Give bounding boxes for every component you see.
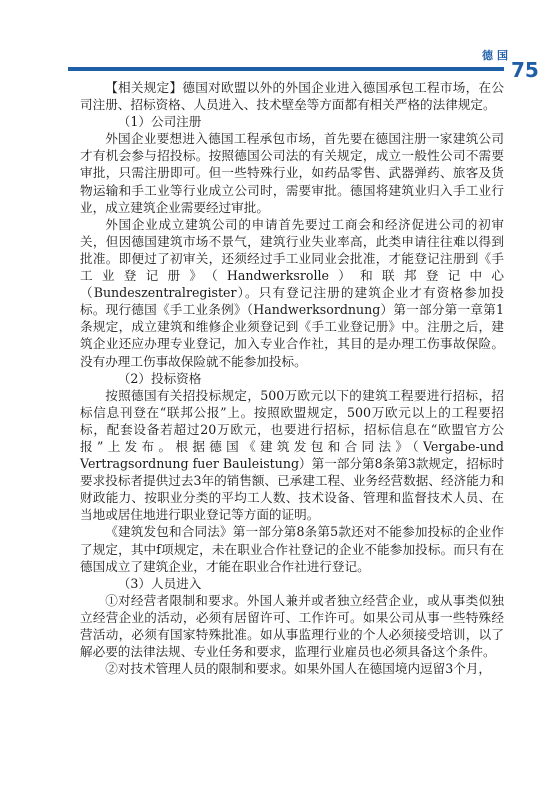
paragraph: 《建筑发包和合同法》第一部分第8条第5款还对不能参加投标的企业作了规定，其中f项规定，未在职业合作社登记的企业不能参加投标。而只有在德国成立了建筑企业，才能在职业合作社进行登记。 <box>80 524 504 574</box>
section-heading-personnel-entry: （3）人员进入 <box>117 575 202 591</box>
page-number: 75 <box>511 58 539 82</box>
body-text <box>80 79 504 677</box>
paragraph: ②对技术管理人员的限制和要求。如果外国人在德国境内逗留3个月， <box>105 661 492 677</box>
paragraph: 外国企业要想进入德国工程承包市场，首先要在德国注册一家建筑公司才有机会参与招投标。按照德国公司法的有关规定，成立一般性公司不需要审批，只需注册即可。但一些特殊行业，如药品零售、武器弹药、旅客及货物运输和手工业等行业成立公司时，需要审批。德国将建筑业归入手工业行业，成立建筑企业需要经过审批。 <box>80 131 504 215</box>
intro-paragraph: 【相关规定】德国对欧盟以外的外国企业进入德国承包工程市场，在公司注册、招标资格、人员进入、技术壁垒等方面都有相关严格的法律规定。 <box>80 80 504 113</box>
paragraph: 按照德国有关招投标规定，500万欧元以下的建筑工程要进行招标，招标信息刊登在“联邦公报”上。按照欧盟规定，500万欧元以上的工程要招标，配套设备若超过20万欧元，也要进行招标，招标信息在“欧盟官方公报”上发布。根据德国《建筑发包和合同法》（Vergabe-und Vertragsordnung fuer Bauleistung）第一部分第8条第3款规定，招标时要求投标者提供过去3年的销售额、已承建工程、业务经营数据、经济能力和财政能力、按职业分类的平均工人数、技术设备、管理和监督技术人员、在当地或居住地进行职业登记等方面的证明。 <box>80 387 504 523</box>
section-heading-bidding-qualification: （2）投标资格 <box>117 370 202 386</box>
paragraph: 外国企业成立建筑公司的申请首先要过工商会和经济促进公司的初审关，但因德国建筑市场不景气，建筑行业失业率高，此类申请往往难以得到批准。即便过了初审关，还须经过手工业同业会批准，才能登记注册到《手工业登记册》（Handwerksrolle）和联邦登记中心（Bundeszentralregister）。只有登记注册的建筑企业才有资格参加投标。现行德国《手工业条例》（Handwerksordnung）第一部分第一章第1条规定，成立建筑和维修企业须登记到《手工业登记册》中。注册之后，建筑企业还应办理专业登记，加入专业合作社，其目的是办理工伤事故保险。没有办理工伤事故保险就不能参加投标。 <box>80 216 504 369</box>
running-head-title: 德国 <box>482 49 512 62</box>
header-rule <box>68 67 504 71</box>
paragraph: ①对经营者限制和要求。外国人兼并或者独立经营企业，或从事类似独立经营企业的活动，必须有居留许可、工作许可。如果公司从事一些特殊经营活动，必须有国家特殊批准。如从事监理行业的个人必须接受培训，以了解必要的法律法规、专业任务和要求，监理行业雇员也必须具备这个条件。 <box>80 592 504 660</box>
section-heading-company-registration: （1）公司注册 <box>117 114 202 130</box>
